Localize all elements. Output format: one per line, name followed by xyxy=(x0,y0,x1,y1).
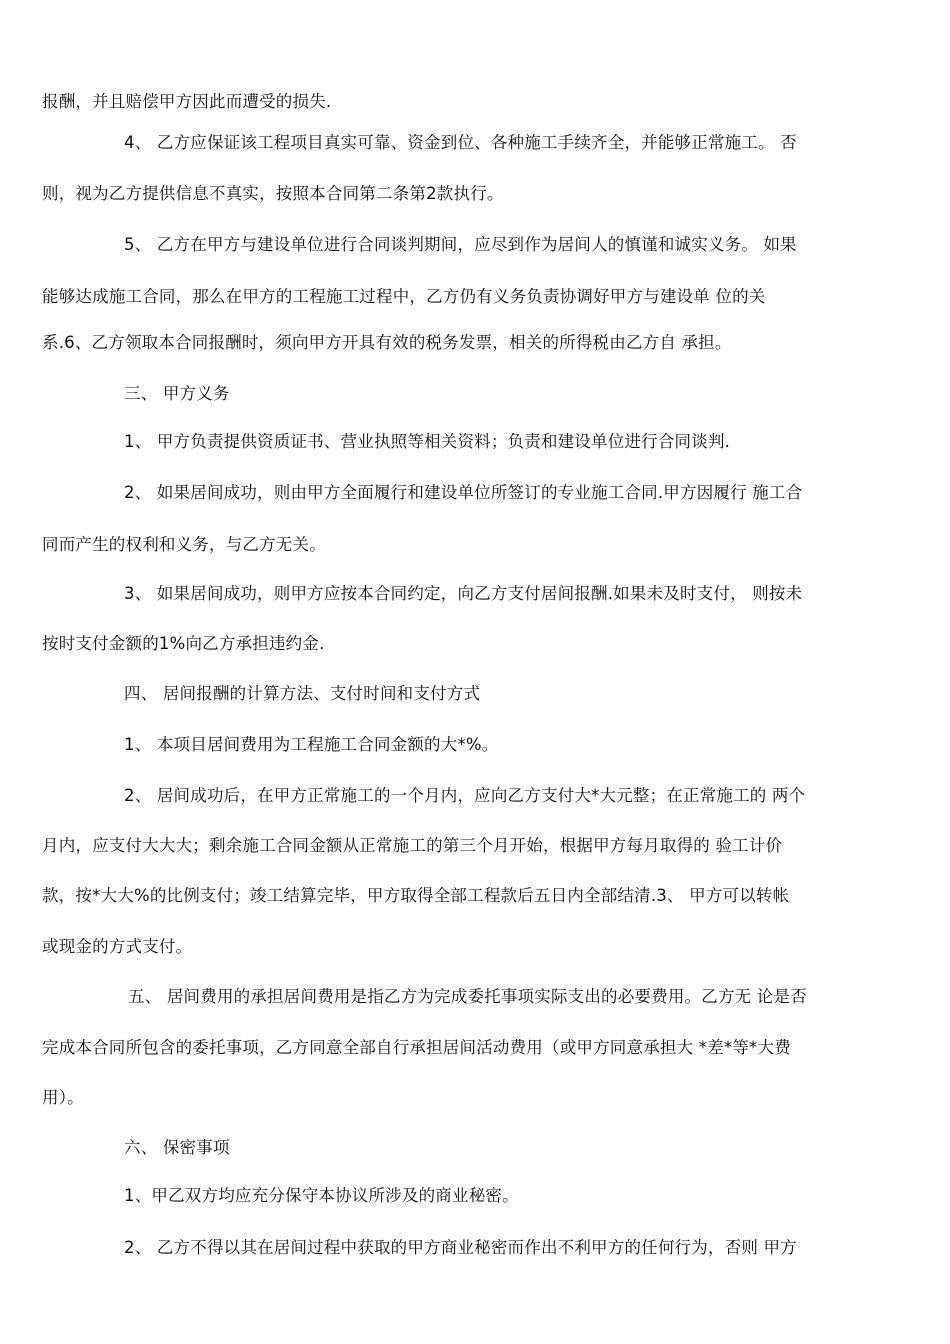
text-line: 按时支付金额的1%向乙方承担违约金. xyxy=(42,634,325,653)
text-line: 4、 乙方应保证该工程项目真实可靠、资金到位、各种施工手续齐全，并能够正常施工。 否 xyxy=(124,133,797,152)
section-heading: 六、 保密事项 xyxy=(124,1138,230,1157)
section-heading: 五、 居间费用的承担居间费用是指乙方为完成委托事项实际支出的必要费用。乙方无 论是否 xyxy=(128,987,807,1006)
text-line: 月内，应支付大大大；剩余施工合同金额从正常施工的第三个月开始，根据甲方每月取得的 验工计价 xyxy=(42,836,783,855)
text-line: 完成本合同所包含的委托事项，乙方同意全部自行承担居间活动费用（或甲方同意承担大 *差*等*大费 xyxy=(42,1038,791,1057)
text-line: 报酬，并且赔偿甲方因此而遭受的损失. xyxy=(42,92,332,111)
section-heading: 四、 居间报酬的计算方法、支付时间和支付方式 xyxy=(124,684,481,703)
text-line: 2、 居间成功后，在甲方正常施工的一个月内，应向乙方支付大*大元整；在正常施工的 两个 xyxy=(124,786,806,805)
text-line: 2、 如果居间成功，则由甲方全面履行和建设单位所签订的专业施工合同.甲方因履行 施工合 xyxy=(124,483,803,502)
text-line: 或现金的方式支付。 xyxy=(42,937,193,956)
text-line: 用）。 xyxy=(42,1088,84,1107)
text-line: 能够达成施工合同，那么在甲方的工程施工过程中，乙方仍有义务负责协调好甲方与建设单 位的关 xyxy=(42,287,766,306)
text-line: 系.6、乙方领取本合同报酬时，须向甲方开具有效的税务发票，相关的所得税由乙方自 承担。 xyxy=(42,333,732,352)
text-line: 1、甲乙双方均应充分保守本协议所涉及的商业秘密。 xyxy=(124,1186,519,1205)
text-line: 1、 甲方负责提供资质证书、营业执照等相关资料；负责和建设单位进行合同谈判. xyxy=(124,432,731,451)
text-line: 5、 乙方在甲方与建设单位进行合同谈判期间，应尽到作为居间人的慎谨和诚实义务。 如果 xyxy=(124,235,797,254)
text-line: 款，按*大大%的比例支付；竣工结算完毕，甲方取得全部工程款后五日内全部结清.3、 甲方可以转帐 xyxy=(42,886,790,905)
text-line: 则，视为乙方提供信息不真实，按照本合同第二条第2款执行。 xyxy=(42,184,504,203)
section-heading: 三、 甲方义务 xyxy=(124,384,230,403)
text-line: 2、 乙方不得以其在居间过程中获取的甲方商业秘密而作出不利甲方的任何行为，否则 甲方 xyxy=(124,1238,797,1257)
text-line: 同而产生的权利和义务，与乙方无关。 xyxy=(42,535,326,554)
text-line: 3、 如果居间成功，则甲方应按本合同约定，向乙方支付居间报酬.如果未及时支付， 则按未 xyxy=(124,584,803,603)
text-line: 1、 本项目居间费用为工程施工合同金额的大*%。 xyxy=(124,735,499,754)
